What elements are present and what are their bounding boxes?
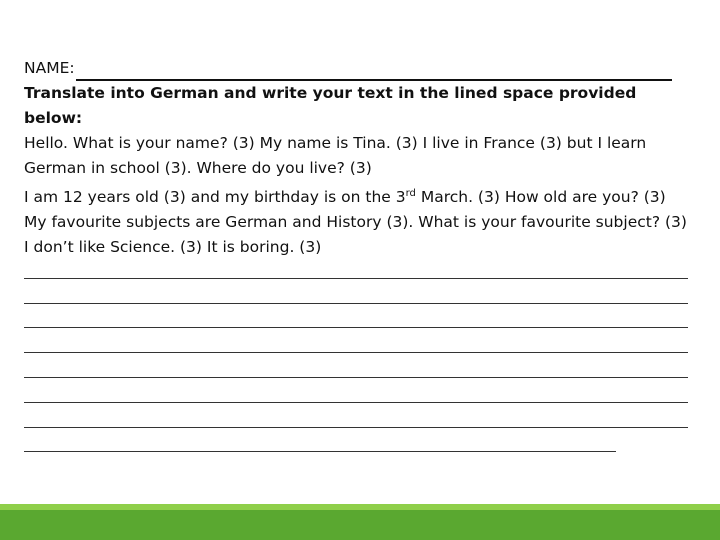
answer-line[interactable]	[24, 328, 688, 353]
name-row	[24, 56, 692, 81]
name-label: NAME:	[24, 59, 75, 77]
answer-line-last[interactable]	[24, 428, 616, 453]
answer-lines-area[interactable]	[24, 254, 688, 452]
source-text-before-sup: I am 12 years old (3) and my birthday is on the 3	[24, 188, 406, 207]
answer-line[interactable]	[24, 378, 688, 403]
name-entry-line[interactable]	[76, 65, 672, 81]
ordinal-superscript: rd	[405, 188, 416, 199]
answer-line[interactable]	[24, 304, 688, 329]
answer-line[interactable]	[24, 353, 688, 378]
footer-bar	[0, 510, 720, 540]
instruction-text: Translate into German and write your text in the lined space provided below:	[24, 84, 637, 127]
source-text-part2	[24, 181, 692, 260]
answer-line[interactable]	[24, 403, 688, 428]
answer-line[interactable]	[24, 254, 688, 279]
source-text-after-sup: March. (3) How old are you? (3) My favourite subjects are German and History (3). What is your favourite subject? (3) I don’t like Science. (3) It is boring. (3)	[24, 188, 687, 257]
source-text-part1: Hello. What is your name? (3) My name is Tina. (3) I live in France (3) but I learn German in school (3). Where do you live? (3)	[24, 134, 647, 177]
worksheet-content	[24, 56, 692, 260]
answer-line[interactable]	[24, 279, 688, 304]
